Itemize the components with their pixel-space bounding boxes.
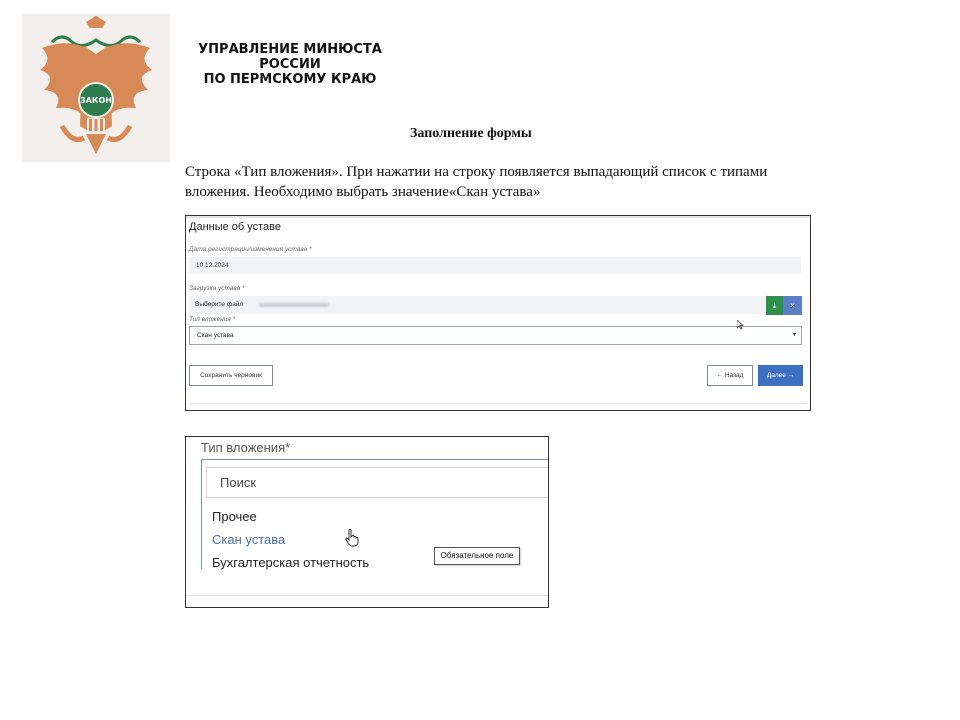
option-charter-scan[interactable]: Скан устава xyxy=(212,532,286,547)
file-upload-field[interactable] xyxy=(189,296,766,314)
instruction-paragraph: Строка «Тип вложения». При нажатии на строку появляется выпадающий список с типами вложения. Необходимо выбрать значение«Скан устава» xyxy=(185,164,768,200)
attachment-type-value: Скан устава xyxy=(197,332,234,339)
dropdown-screenshot xyxy=(185,436,549,608)
choose-file-button[interactable]: Выберите файл xyxy=(195,301,244,308)
form-screenshot xyxy=(185,215,811,411)
org-line-3: ПО ПЕРМСКОМУ КРАЮ xyxy=(203,72,377,87)
back-button[interactable]: ← Назад xyxy=(707,365,753,386)
date-field[interactable]: 10.12.2024 xyxy=(189,257,801,274)
option-accounting-report[interactable]: Бухгалтерская отчетность xyxy=(212,555,370,570)
upload-label: Загрузка устава * xyxy=(189,285,245,292)
ministry-emblem-logo xyxy=(22,14,170,162)
top-divider xyxy=(186,216,810,218)
bottom-divider xyxy=(186,595,548,596)
org-line-2: РОССИИ xyxy=(259,57,321,72)
svg-text:ЗАКОН: ЗАКОН xyxy=(80,96,112,105)
dropdown-label: Тип вложения* xyxy=(201,440,291,455)
save-draft-button[interactable]: Сохранить черновик xyxy=(189,365,273,386)
hand-cursor-icon xyxy=(345,529,359,547)
search-input[interactable]: Поиск xyxy=(206,467,549,498)
blurred-file-name xyxy=(259,303,329,307)
org-line-1: УПРАВЛЕНИЕ МИНЮСТА xyxy=(198,42,382,57)
bottom-divider xyxy=(189,403,807,404)
next-button[interactable]: Далее → xyxy=(758,365,803,386)
download-icon[interactable]: ⤓ xyxy=(766,296,783,315)
required-field-tooltip: Обязательное поле xyxy=(434,547,520,565)
attachment-type-label: Тип вложения * xyxy=(189,316,236,323)
document-title: Заполнение формы xyxy=(410,126,532,141)
organization-name xyxy=(185,42,395,87)
option-other[interactable]: Прочее xyxy=(212,509,257,524)
mouse-cursor-icon xyxy=(737,320,745,330)
attachment-type-select[interactable] xyxy=(189,326,802,345)
close-icon[interactable]: × xyxy=(783,296,802,315)
section-title: Данные об уставе xyxy=(189,221,282,233)
chevron-down-icon: ▾ xyxy=(792,332,796,338)
date-label: Дата регистрации/изменения устава * xyxy=(189,246,312,253)
